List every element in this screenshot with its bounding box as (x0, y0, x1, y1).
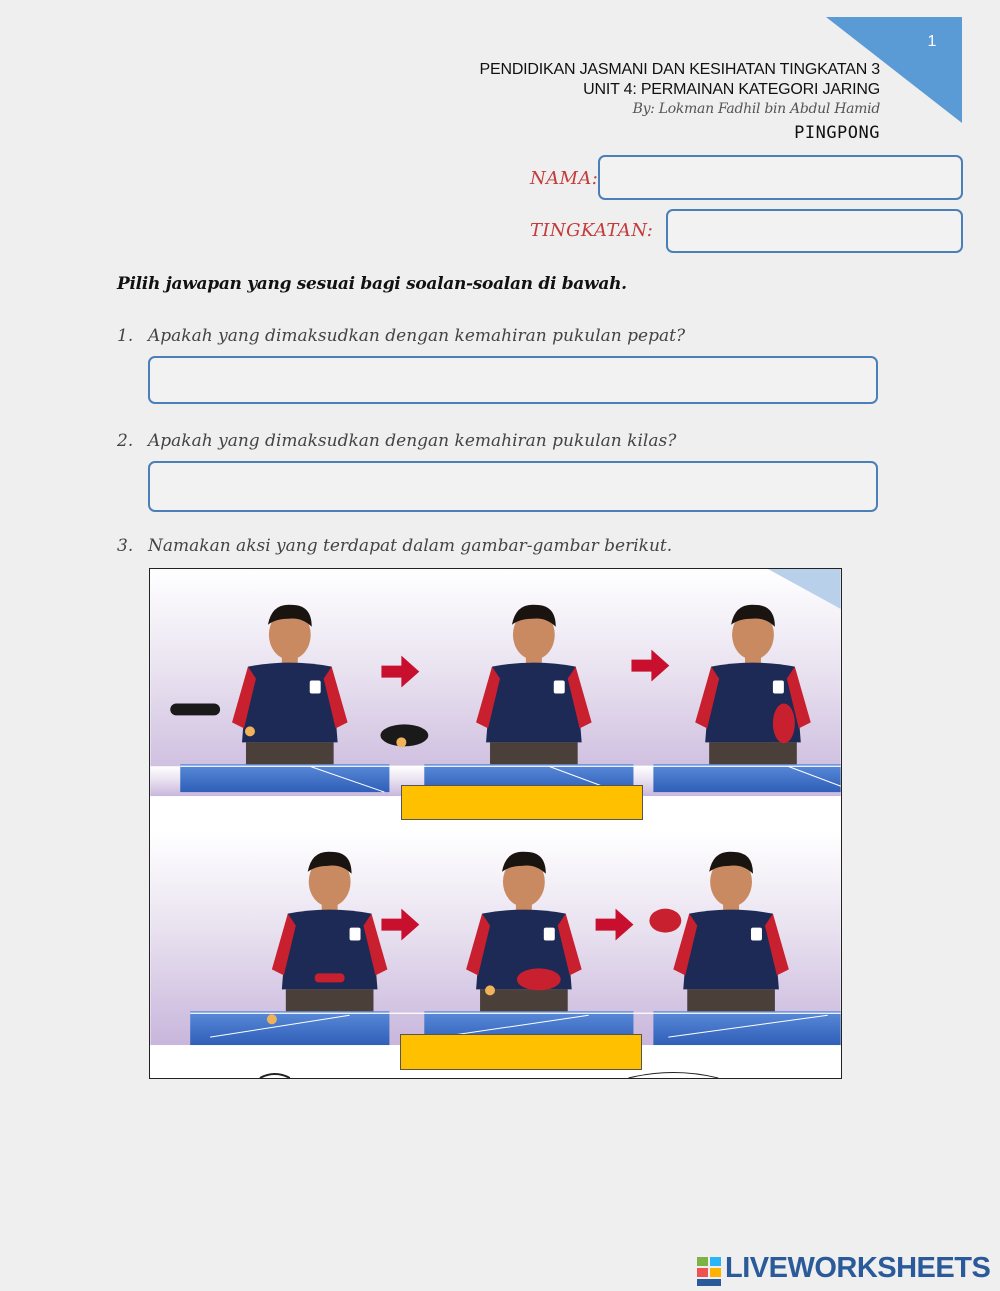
brand-name: LIVEWORKSHEETS (725, 1252, 991, 1284)
action-answer-box-2[interactable] (400, 1034, 642, 1070)
subject-title: PENDIDIKAN JASMANI DAN KESIHATAN TINGKATAN 3 (479, 61, 880, 78)
ball-4 (267, 1014, 277, 1024)
ball-5 (485, 985, 495, 995)
paddle-1 (170, 703, 220, 715)
paddle-3 (773, 703, 795, 743)
topic-title: PINGPONG (794, 123, 880, 143)
question-2-answer-input[interactable] (148, 461, 878, 512)
question-3-text: Namakan aksi yang terdapat dalam gambar-gambar berikut. (148, 536, 673, 556)
table-1 (180, 764, 389, 792)
ball-1 (245, 726, 255, 736)
paddle-6 (649, 909, 681, 933)
page-number: 1 (927, 33, 937, 50)
paddle-4 (315, 973, 345, 982)
ball-2 (396, 737, 406, 747)
name-input[interactable] (598, 155, 963, 200)
question-1-number: 1. (117, 326, 134, 346)
name-label: NAMA: (530, 168, 599, 189)
table-4 (190, 1011, 389, 1045)
question-2-number: 2. (117, 431, 134, 451)
question-3-number: 3. (117, 536, 134, 556)
question-1-text: Apakah yang dimaksudkan dengan kemahiran pukulan pepat? (148, 326, 686, 346)
table-6 (653, 1011, 840, 1045)
action-answer-box-1[interactable] (401, 785, 643, 820)
question-1-answer-input[interactable] (148, 356, 878, 404)
brand-logo-icon (697, 1255, 723, 1287)
class-input[interactable] (666, 209, 963, 253)
question-2-text: Apakah yang dimaksudkan dengan kemahiran pukulan kilas? (148, 431, 677, 451)
instruction-text: Pilih jawapan yang sesuai bagi soalan-soalan di bawah. (117, 274, 627, 294)
table-3 (653, 764, 840, 792)
class-label: TINGKATAN: (530, 220, 654, 241)
unit-title: UNIT 4: PERMAINAN KATEGORI JARING (583, 81, 880, 98)
pingpong-action-image (149, 568, 842, 1079)
author-line: By: Lokman Fadhil bin Abdul Hamid (632, 101, 880, 117)
paddle-5 (517, 968, 561, 990)
